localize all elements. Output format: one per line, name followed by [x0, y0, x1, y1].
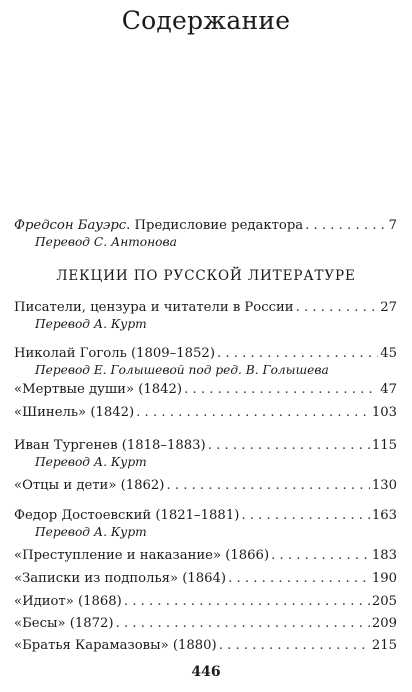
toc-entry [14, 616, 397, 632]
toc-entry [14, 571, 397, 587]
toc-entry-page: 209 [371, 616, 397, 631]
leader-dots [305, 218, 386, 234]
toc-entry [14, 438, 397, 454]
toc-entry-label [14, 218, 303, 234]
leader-dots [184, 382, 378, 398]
leader-dots [296, 300, 379, 316]
leader-dots [124, 594, 370, 610]
leader-dots [271, 548, 370, 564]
toc-entry-page: 190 [371, 571, 397, 586]
leader-dots [219, 638, 370, 654]
toc-entry [14, 478, 397, 494]
toc-entry-translator: Перевод А. Курт [35, 317, 147, 331]
toc-entry-label: «Братья Карамазовы» (1880) [14, 638, 217, 653]
toc-entry-page: 115 [371, 438, 397, 453]
toc-entry-label: Писатели, цензура и читатели в России [14, 300, 294, 315]
toc-entry-page: 45 [380, 346, 397, 361]
toc-entry-page: 7 [388, 218, 397, 233]
leader-dots [241, 508, 369, 524]
toc-entry [14, 405, 397, 421]
toc-entry-label: «Идиот» (1868) [14, 594, 122, 609]
toc-entry [14, 638, 397, 654]
toc-entry-page: 27 [380, 300, 397, 315]
toc-entry-page: 183 [371, 548, 397, 563]
toc-entry-page: 215 [371, 638, 397, 653]
page-title: Содержание [121, 6, 291, 35]
page-number: 446 [191, 664, 221, 680]
leader-dots [217, 346, 378, 362]
toc-entry-translator: Перевод Е. Голышевой под ред. В. Голышева [35, 363, 329, 377]
toc-entry-page: 163 [371, 508, 397, 523]
toc-entry-page: 205 [371, 594, 397, 609]
leader-dots [228, 571, 370, 587]
toc-entry-page: 130 [371, 478, 397, 493]
toc-entry-translator: Перевод С. Антонова [35, 235, 177, 249]
toc-entry-label: «Шинель» (1842) [14, 405, 135, 420]
toc-entry [14, 548, 397, 564]
toc-entry-title: . Предисловие редактора [126, 218, 304, 233]
toc-entry-page: 47 [380, 382, 397, 397]
toc-entry-label: «Мертвые души» (1842) [14, 382, 183, 397]
toc-entry [14, 346, 397, 362]
toc-entry-label: Николай Гоголь (1809–1852) [14, 346, 215, 361]
section-heading: ЛЕКЦИИ ПО РУССКОЙ ЛИТЕРАТУРЕ [56, 268, 356, 284]
toc-entry [14, 594, 397, 610]
toc-entry [14, 508, 397, 524]
leader-dots [166, 478, 369, 494]
toc-entry-label: «Бесы» (1872) [14, 616, 114, 631]
toc-entry-label: Федор Достоевский (1821–1881) [14, 508, 240, 523]
toc-entry-page: 103 [371, 405, 397, 420]
leader-dots [116, 616, 370, 632]
toc-entry-translator: Перевод А. Курт [35, 525, 147, 539]
toc-entry-label: «Отцы и дети» (1862) [14, 478, 165, 493]
toc-entry-translator: Перевод А. Курт [35, 455, 147, 469]
leader-dots [136, 405, 370, 421]
leader-dots [208, 438, 370, 454]
toc-entry-label: «Преступление и наказание» (1866) [14, 548, 270, 563]
toc-entry [14, 300, 397, 316]
toc-entry-label: Иван Тургенев (1818–1883) [14, 438, 206, 453]
toc-entry-label: «Записки из подполья» (1864) [14, 571, 227, 586]
toc-entry-foreword [14, 218, 397, 234]
toc-entry [14, 382, 397, 398]
toc-entry-author: Фредсон Бауэрс [14, 218, 127, 233]
